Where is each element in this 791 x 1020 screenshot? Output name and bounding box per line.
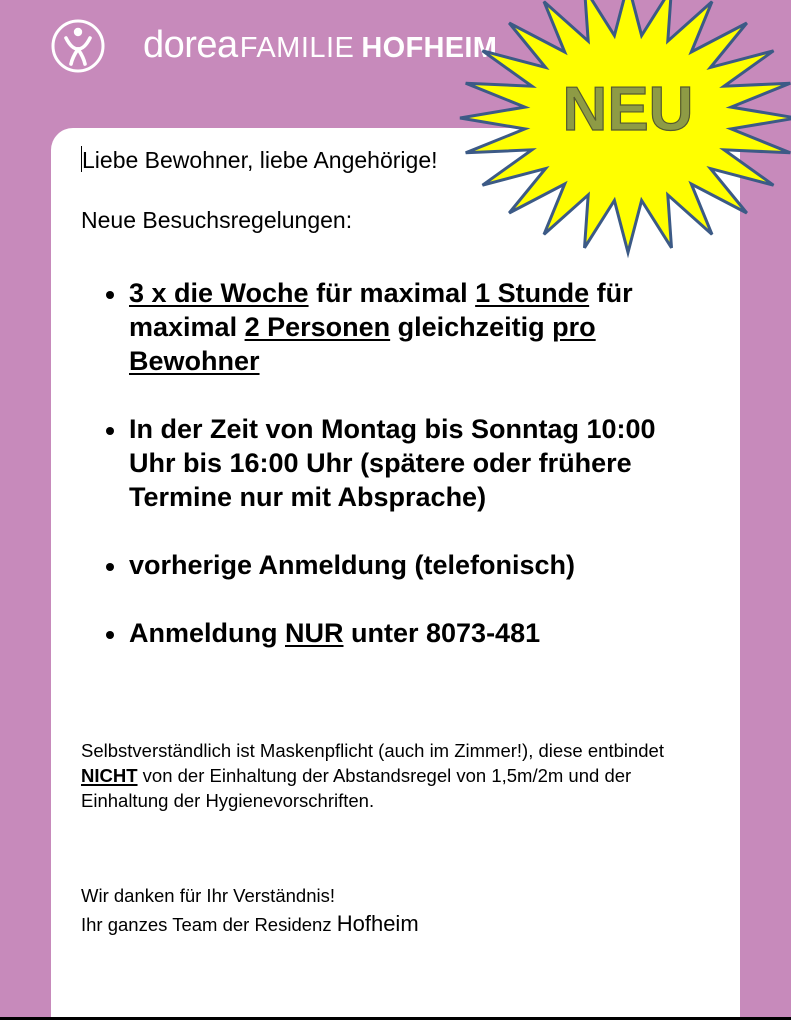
mask-note-before: Selbstverständlich ist Maskenpflicht (auch im Zimmer!), diese entbindet [81, 740, 664, 761]
mask-note-emphasis: NICHT [81, 765, 138, 786]
rule-text: gleichzeitig [390, 312, 553, 342]
sign-off-name: Hofheim [336, 911, 419, 936]
intro-heading: Neue Besuchsregelungen: [81, 207, 353, 233]
sign-off-line [81, 911, 419, 937]
rule-item [100, 276, 700, 378]
rule-text: unter 8073-481 [343, 618, 541, 648]
thanks-line: Wir danken für Ihr Verständnis! [81, 885, 335, 906]
new-badge [460, 0, 791, 270]
greeting-text: Liebe Bewohner, liebe Angehörige! [82, 147, 438, 173]
rule-item [100, 616, 700, 650]
brand-wordmark [143, 24, 497, 67]
mask-note [81, 738, 701, 813]
dorea-figure-icon [50, 18, 106, 74]
new-badge-label: NEU [562, 75, 694, 144]
greeting[interactable] [81, 146, 438, 174]
mask-note-after: von der Einhaltung der Abstandsregel von 1,5m/2m und der Einhaltung der Hygienevorschriften. [81, 765, 632, 811]
sign-off-text: Ihr ganzes Team der Residenz [81, 914, 337, 935]
brand-word: FAMILIE [239, 32, 355, 64]
visiting-rules-list [100, 276, 700, 650]
rule-item [100, 412, 700, 514]
rule-text: für maximal [308, 278, 476, 308]
rule-text: vorherige Anmeldung (telefonisch) [129, 550, 576, 580]
rule-emphasis: pro Bewohner [129, 312, 596, 376]
rule-text: Anmeldung [129, 618, 285, 648]
brand-location: HOFHEIM [361, 32, 498, 64]
rule-emphasis: 3 x die Woche [129, 278, 309, 308]
brand-name: dorea [143, 24, 238, 66]
rule-text: für maximal [129, 278, 633, 342]
rule-text: In der Zeit von Montag bis Sonntag 10:00 Uhr bis 16:00 Uhr (spätere oder frühere Termine nur mit Absprache) [129, 414, 656, 512]
rule-item [100, 548, 700, 582]
rule-emphasis: NUR [285, 618, 344, 648]
rule-emphasis: 2 Personen [244, 312, 391, 342]
rule-emphasis: 1 Stunde [475, 278, 590, 308]
